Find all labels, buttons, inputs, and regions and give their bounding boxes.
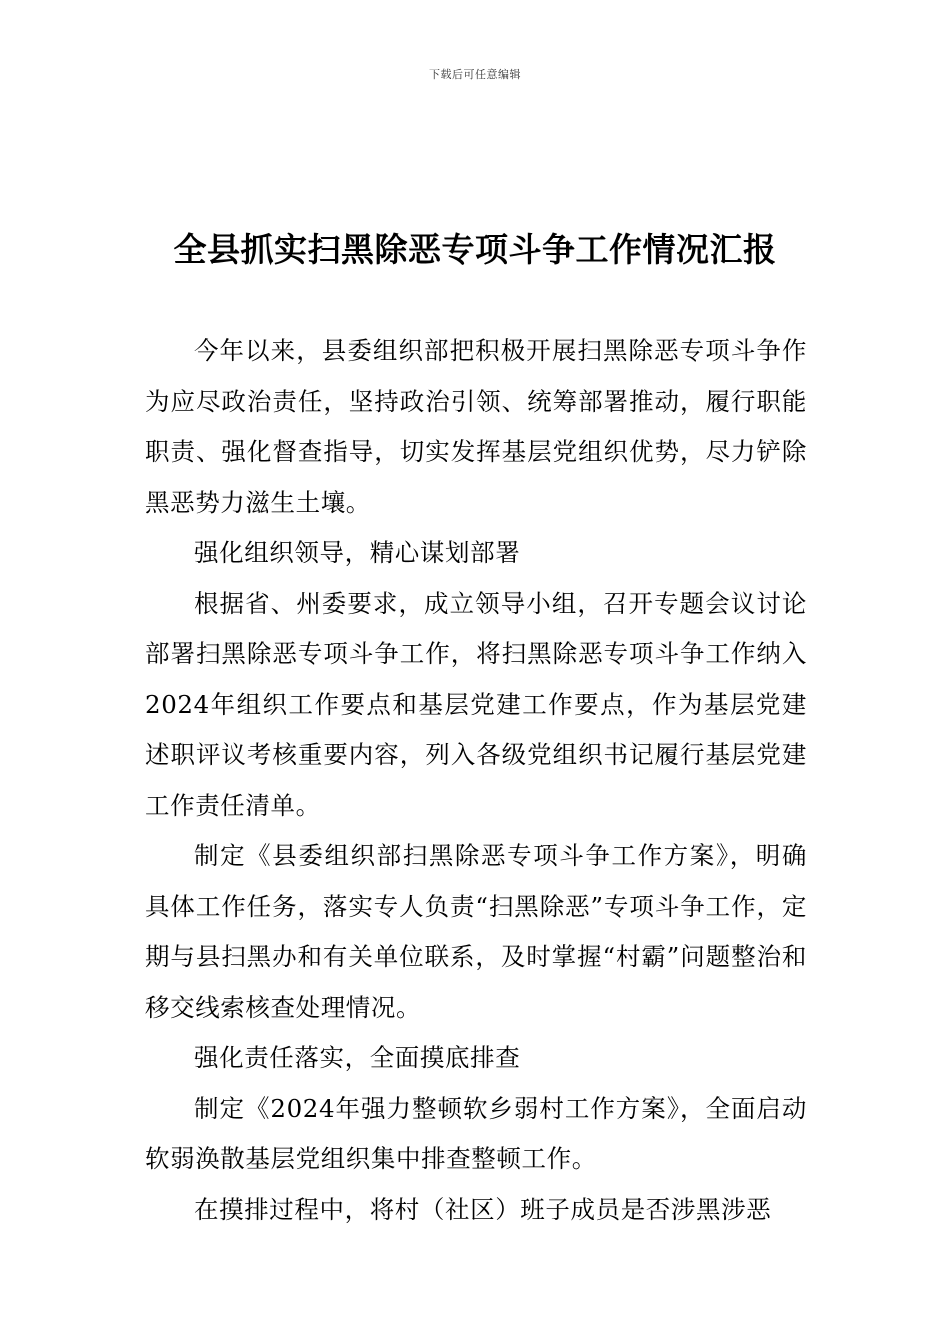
header-note: 下载后可任意编辑 <box>429 68 521 81</box>
document-title: 全县抓实扫黑除恶专项斗争工作情况汇报 <box>173 230 777 269</box>
paragraph-investigation: 在摸排过程中，将村（社区）班子成员是否涉黑涉恶 <box>194 1194 772 1224</box>
section-heading-responsibility: 强化责任落实，全面摸底排查 <box>194 1043 521 1072</box>
paragraph-leading-group: 根据省、州委要求，成立领导小组，召开专题会议讨论部署扫黑除恶专项斗争工作，将扫黑除恶专项斗争工作纳入2024年组织工作要点和基层党建工作要点，作为基层党建述职评议考核重要内容，列入各级党组织书记履行基层党建工作责任清单。 <box>145 588 807 820</box>
paragraph-intro: 今年以来，县委组织部把积极开展扫黑除恶专项斗争作为应尽政治责任，坚持政治引领、统筹部署推动，履行职能职责、强化督查指导，切实发挥基层党组织优势，尽力铲除黑恶势力滋生土壤。 <box>145 336 807 517</box>
paragraph-work-plan: 制定《县委组织部扫黑除恶专项斗争工作方案》，明确具体工作任务，落实专人负责“扫黑除恶”专项斗争工作，定期与县扫黑办和有关单位联系，及时掌握“村霸”问题整治和移交线索核查处理情况。 <box>145 841 807 1022</box>
paragraph-rectification-plan: 制定《2024年强力整顿软乡弱村工作方案》，全面启动软弱涣散基层党组织集中排查整顿工作。 <box>145 1093 807 1173</box>
document-body <box>145 326 807 1235</box>
section-heading-organization: 强化组织领导，精心谋划部署 <box>194 538 521 567</box>
